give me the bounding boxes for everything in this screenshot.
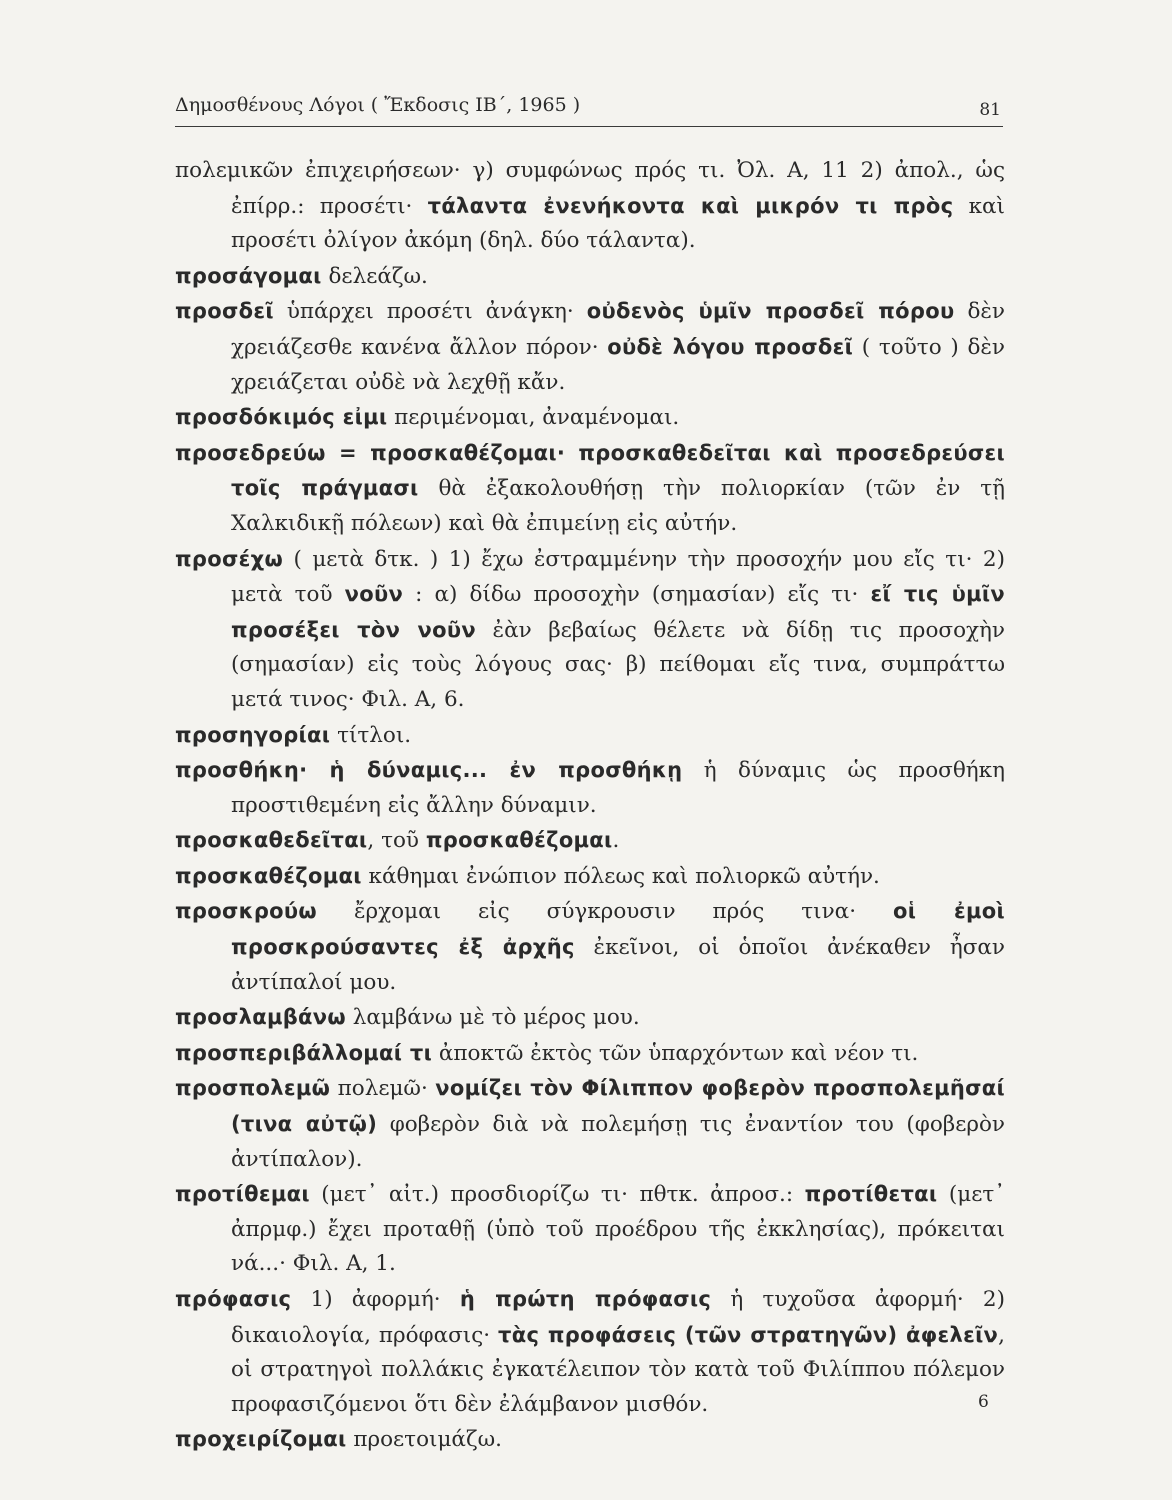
- entry-text: θὰ ἐξακολουθήσῃ τὴν πολιορκίαν (τῶν ἐν τῇ Χαλκιδικῇ πόλεων) καὶ θὰ ἐπιμείνῃ εἰς αὐτήν.: [231, 476, 1005, 536]
- entry-headword: προσηγορίαι: [175, 722, 331, 747]
- entry-headword: προσπεριβάλλομαί τι: [175, 1040, 433, 1065]
- entry-text: , τοῦ: [367, 828, 426, 854]
- entry-headword: εἴ τις ὑμῖν προσέξει τὸν νοῦν: [231, 582, 1005, 642]
- entry-headword: προτίθεται: [804, 1182, 938, 1207]
- page-number: 81: [979, 100, 1001, 120]
- glossary-entry: [175, 1177, 1005, 1282]
- glossary-entry: [175, 859, 1005, 895]
- entry-headword: προσκρούω: [175, 899, 317, 924]
- entry-text: περιμένομαι, ἀναμένομαι.: [387, 405, 680, 431]
- entry-text: πολεμικῶν ἐπιχειρήσεων· γ) συμφώνως πρός τι. Ὀλ. Α, 11 2) ἀπολ., ὡς ἐπίρρ.: προσέτι·: [175, 158, 1005, 219]
- glossary-entry: [175, 1282, 1005, 1422]
- header-title: Δημοσθένους Λόγοι ( Ἔκδοσις ΙΒ΄, 1965 ): [175, 94, 581, 116]
- entry-headword: πρόφασις: [175, 1287, 292, 1311]
- entry-text: καὶ προσέτι ὀλίγον ἀκόμη (δηλ. δύο τάλαντα).: [231, 193, 1005, 254]
- entry-text: 1) ἀφορμή·: [291, 1287, 460, 1312]
- entry-headword: νοῦν: [344, 582, 404, 607]
- header-rule: [175, 126, 1003, 127]
- entry-text: ἡ δύναμις ὡς προσθήκη προστιθεμένη εἰς ἄλλην δύναμιν.: [231, 758, 1005, 818]
- entry-headword: προσκαθεδεῖται: [175, 828, 368, 853]
- entry-text: τίτλοι.: [330, 722, 412, 748]
- entry-text: ὑπάρχει προσέτι ἀνάγκη·: [273, 299, 587, 325]
- entry-text: πολεμῶ·: [330, 1076, 436, 1102]
- entry-headword: προσδόκιμός εἰμι: [175, 405, 388, 430]
- running-header: [175, 94, 1003, 124]
- entry-headword: τὰς προφάσεις (τῶν στρατηγῶν) ἀφελεῖν: [498, 1322, 999, 1347]
- entry-text: ἐὰν βεβαίως θέλετε νὰ δίδῃ τις προσοχὴν (σημασίαν) εἰς τοὺς λόγους σας· β) πείθομαι εἴς τινα, συμπράττω μετά τινος· Φιλ. Α, 6.: [231, 617, 1005, 712]
- glossary-entry: [175, 894, 1005, 1000]
- glossary-entries: [175, 154, 1005, 1458]
- glossary-entry: [175, 753, 1005, 823]
- entry-headword: τάλαντα ἐνενήκοντα καὶ μικρόν τι πρὸς: [427, 193, 954, 218]
- entry-text: (μετ᾽ αἰτ.) προσδιορίζω τι· πθτκ. ἀπροσ.:: [309, 1182, 805, 1208]
- entry-headword: προσκαθέζομαι: [175, 863, 362, 888]
- entry-headword: νομίζει τὸν Φίλιππον φοβερὸν προσπολεμῆσαί (τινα αὐτῷ): [231, 1076, 1005, 1137]
- entry-text: λαμβάνω μὲ τὸ μέρος μου.: [345, 1005, 640, 1031]
- entry-text: (μετ᾽ ἀπρμφ.) ἔχει προταθῇ (ὑπὸ τοῦ προέδρου τῆς ἐκκλησίας), πρόκειται νά...· Φιλ. Α, 1.: [231, 1182, 1005, 1277]
- entry-headword: προσλαμβάνω: [175, 1005, 346, 1030]
- entry-headword: οἱ ἐμοὶ προσκρούσαντες ἐξ ἀρχῆς: [231, 899, 1005, 960]
- entry-text: , οἱ στρατηγοὶ πολλάκις ἐγκατέλειπον τὸν κατὰ τοῦ Φιλίππου πόλεμον προφασιζόμενοι ὅτι δὲν ἐλάμβανον μισθόν.: [231, 1322, 1005, 1417]
- glossary-entry: [175, 400, 1005, 436]
- entry-headword: οὐδὲ λόγου προσδεῖ: [607, 334, 854, 359]
- entry-text: ἡ τυχοῦσα ἀφορμή· 2) δικαιολογία, πρόφασις·: [231, 1287, 1005, 1348]
- glossary-entry: [175, 259, 1005, 295]
- entry-text: προετοιμάζω.: [346, 1427, 502, 1453]
- glossary-entry: [175, 1036, 1005, 1072]
- glossary-entry: [175, 1071, 1005, 1177]
- entry-headword: προσάγομαι: [175, 263, 322, 288]
- entry-text: δελεάζω.: [321, 263, 428, 289]
- entry-headword: ἡ πρώτη πρόφασις: [459, 1287, 712, 1311]
- entry-text: δὲν χρειάζεσθε κανένα ἄλλον πόρον·: [231, 299, 1005, 360]
- entry-headword: προχειρίζομαι: [175, 1427, 347, 1452]
- entry-text: ἀποκτῶ ἐκτὸς τῶν ὑπαρχόντων καὶ νέον τι.: [432, 1040, 919, 1066]
- entry-headword: προσεδρεύω = προσκαθέζομαι· προσκαθεδεῖται καὶ προσεδρεύσει τοῖς πράγμασι: [175, 440, 1005, 501]
- entry-text: ἐκεῖνοι, οἱ ὁποῖοι ἀνέκαθεν ἦσαν ἀντίπαλοί μου.: [231, 935, 1005, 995]
- entry-headword: προσπολεμῶ: [175, 1076, 331, 1101]
- glossary-entry: [175, 436, 1005, 542]
- entry-headword: οὐδενὸς ὑμῖν προσδεῖ πόρου: [586, 299, 955, 324]
- glossary-entry: [175, 294, 1005, 400]
- entry-headword: προσκαθέζομαι: [425, 828, 613, 853]
- entry-text: ( μετὰ δτκ. ) 1) ἔχω ἐστραμμένην τὴν προσοχήν μου εἴς τι· 2) μετὰ τοῦ: [231, 546, 1005, 608]
- entry-headword: προσέχω: [175, 546, 284, 571]
- entry-headword: προσδεῖ: [175, 299, 274, 324]
- glossary-entry: [175, 1422, 1005, 1458]
- glossary-entry: [175, 1000, 1005, 1036]
- entry-text: ( τοῦτο ) δὲν χρειάζεται οὐδὲ νὰ λεχθῇ κἄν.: [231, 334, 1005, 395]
- glossary-entry: [175, 154, 1005, 259]
- signature-mark: 6: [978, 1392, 989, 1412]
- entry-headword: προσθήκη· ἡ δύναμις... ἐν προσθήκῃ: [175, 758, 683, 783]
- entry-text: φοβερὸν διὰ νὰ πολεμήσῃ τις ἐναντίον του (φοβερὸν ἀντίπαλον).: [231, 1112, 1006, 1172]
- entry-text: : α) δίδω προσοχὴν (σημασίαν) εἴς τι·: [403, 582, 871, 608]
- glossary-entry: [175, 823, 1005, 859]
- entry-text: ἔρχομαι εἰς σύγκρουσιν πρός τινα·: [316, 899, 894, 925]
- glossary-entry: [175, 718, 1005, 754]
- entry-headword: προτίθεμαι: [175, 1182, 310, 1207]
- entry-text: κάθημαι ἐνώπιον πόλεως καὶ πολιορκῶ αὐτήν.: [361, 863, 880, 889]
- entry-text: .: [612, 828, 620, 854]
- glossary-entry: [175, 542, 1005, 718]
